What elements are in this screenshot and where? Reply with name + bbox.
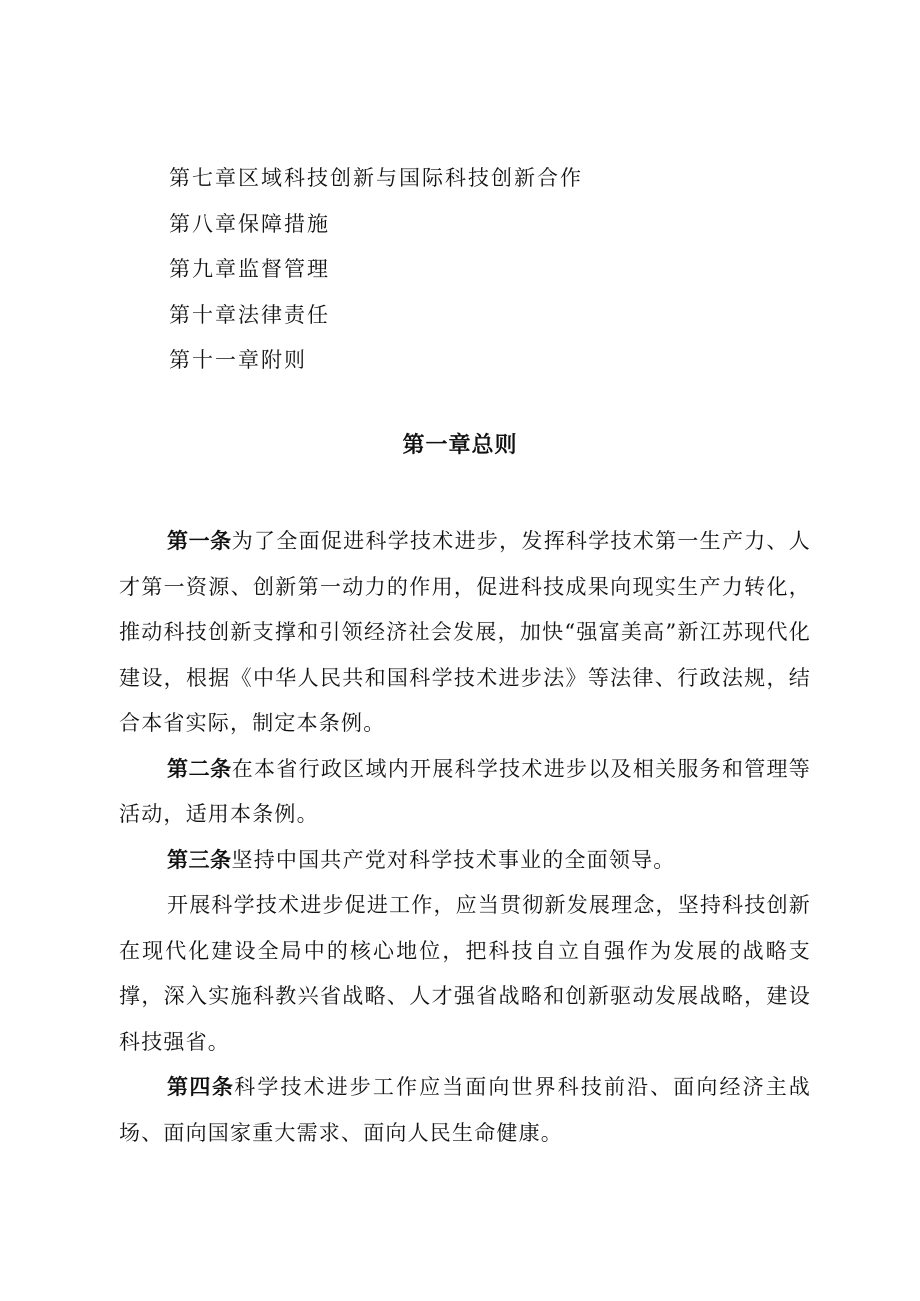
article-3-paragraph-2: 开展科学技术进步促进工作，应当贯彻新发展理念，坚持科技创新在现代化建设全局中的核心地位，把科技自立自强作为发展的战略支撑，深入实施科教兴省战略、人才强省战略和创新驱动发展战略，建设科技强省。 xyxy=(119,893,811,1054)
article-1 xyxy=(119,519,811,747)
article-2-text: 在本省行政区域内开展科学技术进步以及相关服务和管理等活动，适用本条例。 xyxy=(119,756,811,826)
article-2 xyxy=(119,747,811,838)
toc-item-chapter-11: 第十一章附则 xyxy=(169,348,307,372)
article-3-label: 第三条 xyxy=(167,847,232,872)
article-3 xyxy=(119,838,811,884)
article-4-label: 第四条 xyxy=(167,1075,235,1099)
article-1-text: 为了全面促进科学技术进步，发挥科学技术第一生产力、人才第一资源、创新第一动力的作用，促进科技成果向现实生产力转化，推动科技创新支撑和引领经济社会发展，加快“强富美高”新江苏现代化建设，根据《中华人民共和国科学技术进步法》等法律、行政法规，结合本省实际，制定本条例。 xyxy=(119,529,811,735)
chapter-body xyxy=(119,519,811,1156)
article-3-text: 坚持中国共产党对科学技术事业的全面领导。 xyxy=(231,847,676,872)
article-4-text: 科学技术进步工作应当面向世界科技前沿、面向经济主战场、面向国家重大需求、面向人民生命健康。 xyxy=(119,1075,812,1145)
chapter-title: 第一章总则 xyxy=(402,433,518,458)
toc-item-chapter-8: 第八章保障措施 xyxy=(169,211,330,236)
toc-item-chapter-9: 第九章监督管理 xyxy=(169,257,330,281)
article-2-label: 第二条 xyxy=(167,756,232,781)
article-1-label: 第一条 xyxy=(167,529,232,553)
article-4 xyxy=(119,1065,811,1156)
table-of-contents xyxy=(169,156,809,384)
toc-item-chapter-7: 第七章区域科技创新与国际科技创新合作 xyxy=(169,166,583,190)
toc-item-chapter-10: 第十章法律责任 xyxy=(169,302,330,327)
